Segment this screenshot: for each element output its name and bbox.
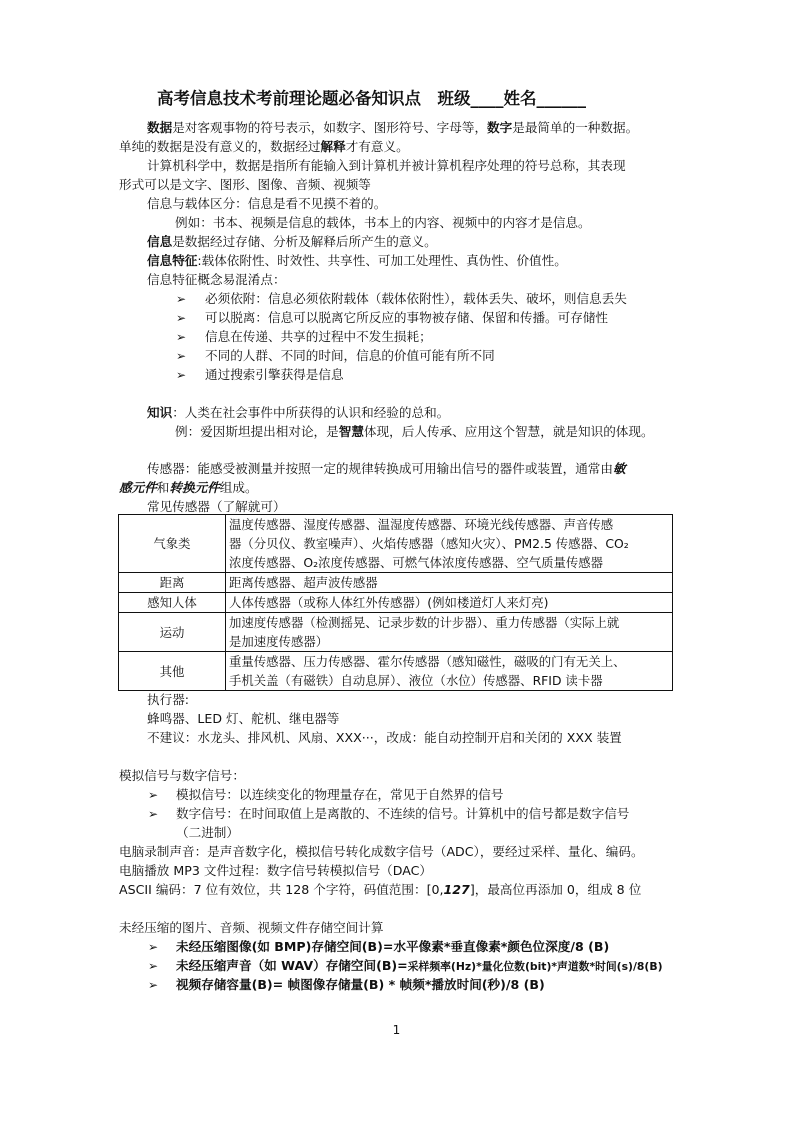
sensor-definition-line-1: 传感器：能感受被测量并按照一定的规律转换成可用输出信号的器件或装置，通常由敏 <box>147 461 626 476</box>
table-row <box>119 515 673 573</box>
knowledge-example: 例：爱因斯坦提出相对论，是智慧体现，后人传承、应用这个智慧，就是知识的体现。 <box>175 424 654 439</box>
signal-heading: 模拟信号与数字信号： <box>119 768 245 783</box>
list-item: 信息在传递、共享的过程中不发生损耗； <box>205 329 432 344</box>
sensor-table-caption: 常见传感器（了解就可） <box>147 499 286 514</box>
term-interpret: 解释 <box>320 139 346 154</box>
record-sound-line: 电脑录制声音：是声音数字化，模拟信号转化成数字信号（ADC），要经过采样、量化、编码。 <box>119 844 644 859</box>
arrow-bullet-icon: ➢ <box>148 807 159 821</box>
info-carrier-line: 信息与载体区分：信息是看不见摸不着的。 <box>147 196 387 211</box>
table-cell-description: 温度传感器、湿度传感器、温湿度传感器、环境光线传感器、声音传感 器（分贝仪、教室噪声）、火焰传感器（感知火灾）、PM2.5 传感器、CO₂ 浓度传感器、O₂浓度传感器、可燃气体浓度传感器、空气质量传感器 <box>226 515 673 573</box>
table-cell-description: 距离传感器、超声波传感器 <box>226 573 673 593</box>
list-item-continuation: （二进制） <box>176 825 239 840</box>
arrow-bullet-icon: ➢ <box>148 940 159 954</box>
list-item: 模拟信号：以连续变化的物理量存在，常见于自然界的信号 <box>176 787 504 802</box>
storage-heading: 未经压缩的图片、音频、视频文件存储空间计算 <box>119 920 384 935</box>
term-knowledge: 知识 <box>147 405 173 420</box>
list-item: 数字信号：在时间取值上是离散的、不连续的信号。计算机中的信号都是数字信号 <box>176 806 630 821</box>
knowledge-definition: 知识：人类在社会事件中所获得的认识和经验的总和。 <box>147 405 450 420</box>
list-item: 可以脱离：信息可以脱离它所反应的事物被存储、保留和传播。可存储性 <box>205 310 608 325</box>
image-storage-formula: 未经压缩图像(如 BMP)存储空间(B)=水平像素*垂直像素*颜色位深度/8 (B) <box>176 939 610 954</box>
arrow-bullet-icon: ➢ <box>176 311 187 325</box>
table-row <box>119 573 673 593</box>
data-meaning-line: 单纯的数据是没有意义的，数据经过解释才有意义。 <box>119 139 409 154</box>
table-cell-description: 人体传感器（或称人体红外传感器）(例如楼道灯人来灯亮) <box>226 593 673 613</box>
table-row <box>119 613 673 652</box>
table-row <box>119 652 673 691</box>
term-info: 信息 <box>147 234 173 249</box>
arrow-bullet-icon: ➢ <box>176 368 187 382</box>
table-cell-category: 气象类 <box>119 515 226 573</box>
list-item: 不同的人群、不同的时间，信息的价值可能有所不同 <box>205 348 495 363</box>
ascii-line: ASCII 编码：7 位有效位，共 128 个字符，码值范围：[0,127]，最高位再添加 0，组成 8 位 <box>119 882 642 897</box>
list-item: 通过搜索引擎获得是信息 <box>205 367 344 382</box>
data-definition-line: 数据是对客观事物的符号表示，如数字、图形符号、字母等，数字是最简单的一种数据。 <box>147 120 639 135</box>
term-conversion-element: 转换元件 <box>169 480 220 495</box>
info-carrier-example: 例如：书本、视频是信息的载体，书本上的内容、视频中的内容才是信息。 <box>175 215 591 230</box>
table-row <box>119 593 673 613</box>
page-title: 高考信息技术考前理论题必备知识点 班级____姓名______ <box>157 89 586 108</box>
arrow-bullet-icon: ➢ <box>176 292 187 306</box>
video-storage-formula: 视频存储容量(B)= 帧图像存储量(B) * 帧频*播放时间(秒)/8 (B) <box>176 977 545 992</box>
table-cell-category: 感知人体 <box>119 593 226 613</box>
info-definition-line: 信息是数据经过存储、分析及解释后所产生的意义。 <box>147 234 437 249</box>
arrow-bullet-icon: ➢ <box>148 978 159 992</box>
term-sensitive-element: 敏 <box>612 461 626 476</box>
cs-data-line-1: 计算机科学中，数据是指所有能输入到计算机并被计算机程序处理的符号总称，其表现 <box>147 158 626 173</box>
playback-line: 电脑播放 MP3 文件过程：数字信号转模拟信号（DAC） <box>119 863 433 878</box>
arrow-bullet-icon: ➢ <box>176 349 187 363</box>
list-item: 必须依附：信息必须依附载体（载体依附性），载体丢失、破坏，则信息丢失 <box>205 291 627 306</box>
table-cell-category: 距离 <box>119 573 226 593</box>
table-cell-description: 重量传感器、压力传感器、霍尔传感器（感知磁性，磁吸的门有无关上、 手机关盖（有磁铁）自动息屏）、液位（水位）传感器、RFID 读卡器 <box>226 652 673 691</box>
table-cell-category: 运动 <box>119 613 226 652</box>
term-info-features: 信息特征 <box>147 253 198 268</box>
actuator-items: 蜂鸣器、LED 灯、舵机、继电器等 <box>147 711 340 726</box>
actuator-label: 执行器: <box>147 692 190 707</box>
confusion-heading: 信息特征概念易混淆点： <box>147 272 286 287</box>
term-number: 数字 <box>487 120 513 135</box>
arrow-bullet-icon: ➢ <box>148 959 159 973</box>
table-cell-category: 其他 <box>119 652 226 691</box>
table-cell-description: 加速度传感器（检测摇晃、记录步数的计步器）、重力传感器（实际上就 是加速度传感器） <box>226 613 673 652</box>
actuator-advice: 不建议：水龙头、排风机、风扇、XXX···，改成：能自动控制开启和关闭的 XXX 装置 <box>147 730 622 745</box>
arrow-bullet-icon: ➢ <box>148 788 159 802</box>
ascii-max-value: 127 <box>443 882 470 897</box>
page-number: 1 <box>392 1023 401 1037</box>
term-data: 数据 <box>147 120 173 135</box>
sensor-table <box>118 514 673 691</box>
term-wisdom: 智慧 <box>338 424 364 439</box>
cs-data-line-2: 形式可以是文字、图形、图像、音频、视频等 <box>119 177 371 192</box>
audio-storage-formula: 未经压缩声音（如 WAV）存储空间(B)=采样频率(Hz)*量化位数(bit)*声道数*时间(s)/8(B) <box>176 958 663 973</box>
info-features-line: 信息特征:载体依附性、时效性、共享性、可加工处理性、真伪性、价值性。 <box>147 253 567 268</box>
arrow-bullet-icon: ➢ <box>176 330 187 344</box>
sensor-definition-line-2: 感元件和转换元件组成。 <box>119 480 258 495</box>
